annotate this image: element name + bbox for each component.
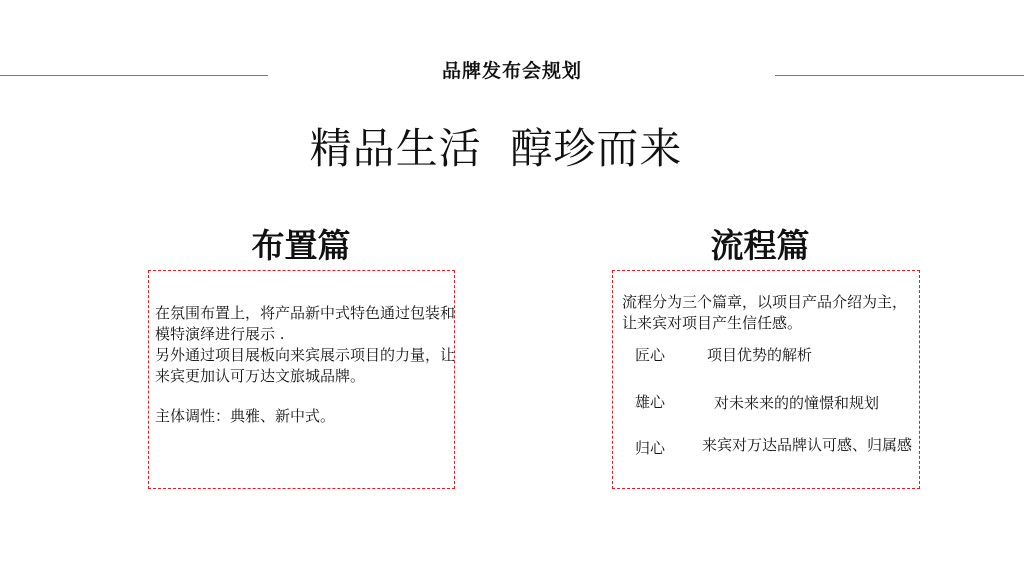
section-heading-process: 流程篇 bbox=[710, 226, 810, 265]
layout-paragraph: 另外通过项目展板向来宾展示项目的力量，让来宾更加认可万达文旅城品牌。 bbox=[155, 346, 456, 385]
process-item-value: 来宾对万达品牌认可感、归属感 bbox=[702, 436, 913, 454]
layout-panel bbox=[148, 270, 455, 489]
process-item-value: 项目优势的解析 bbox=[707, 346, 813, 364]
process-panel bbox=[612, 270, 920, 489]
main-title: 精品生活 醇珍而来 bbox=[309, 124, 683, 173]
layout-tone-paragraph: 主体调性：典雅、新中式。 bbox=[155, 407, 336, 425]
process-item-key: 匠心 bbox=[635, 346, 666, 364]
process-item-key: 归心 bbox=[635, 439, 666, 457]
layout-paragraph: 在氛围布置上，将产品新中式特色通过包装和模特演绎进行展示 . bbox=[155, 304, 456, 343]
section-heading-layout: 布置篇 bbox=[251, 226, 351, 265]
process-item-key: 雄心 bbox=[635, 393, 666, 411]
header-title: 品牌发布会规划 bbox=[441, 60, 582, 82]
process-item-value: 对未来来的的憧憬和规划 bbox=[714, 394, 880, 412]
process-intro: 流程分为三个篇章，以项目产品介绍为主，让来宾对项目产生信任感。 bbox=[622, 293, 908, 332]
